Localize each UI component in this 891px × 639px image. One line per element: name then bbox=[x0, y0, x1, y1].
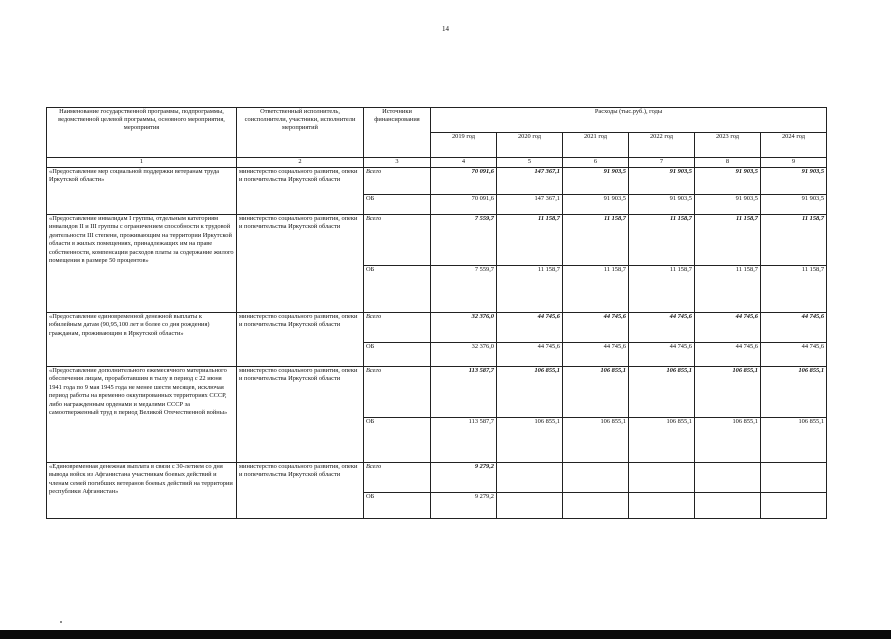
program-name: «Предоставление инвалидам I группы, отдельным категориям инвалидов II и III группы с ограничением способности к трудовой деятельности III степени, проживающим на территории Иркутской области в жилых помещениях, принадлежащих им на праве собственности, компенсации расходов платы за содержание жилого помещения в размере 50 процентов» bbox=[47, 215, 237, 313]
amount-total: 44 745,6 bbox=[497, 313, 563, 343]
amount-total: 91 903,5 bbox=[761, 168, 827, 195]
program-executor: министерство социального развития, опеки и попечительства Иркутской области bbox=[237, 313, 364, 367]
column-number: 5 bbox=[497, 158, 563, 168]
amount-total bbox=[695, 463, 761, 493]
amount-ob: 106 855,1 bbox=[497, 418, 563, 463]
amount-ob: 91 903,5 bbox=[629, 195, 695, 215]
source-ob-label: ОБ bbox=[364, 266, 431, 313]
amount-total bbox=[563, 463, 629, 493]
source-ob-label: ОБ bbox=[364, 418, 431, 463]
program-name: «Предоставление мер социальной поддержки ветеранам труда Иркутской области» bbox=[47, 168, 237, 215]
source-ob-label: ОБ bbox=[364, 195, 431, 215]
amount-total: 11 158,7 bbox=[497, 215, 563, 266]
page-number: 14 bbox=[442, 25, 449, 33]
amount-ob: 9 279,2 bbox=[431, 493, 497, 519]
header-expenses: Расходы (тыс.руб.), годы bbox=[431, 108, 827, 133]
amount-total: 106 855,1 bbox=[629, 367, 695, 418]
amount-total: 11 158,7 bbox=[629, 215, 695, 266]
amount-ob: 44 745,6 bbox=[695, 343, 761, 367]
amount-ob: 11 158,7 bbox=[695, 266, 761, 313]
header-year: 2024 год bbox=[761, 133, 827, 158]
amount-ob: 106 855,1 bbox=[761, 418, 827, 463]
header-source: Источники финансирования bbox=[364, 108, 431, 158]
header-row bbox=[47, 108, 827, 133]
amount-total: 106 855,1 bbox=[695, 367, 761, 418]
amount-ob bbox=[761, 493, 827, 519]
amount-total: 32 376,0 bbox=[431, 313, 497, 343]
amount-ob: 147 367,1 bbox=[497, 195, 563, 215]
amount-total bbox=[629, 463, 695, 493]
amount-ob bbox=[629, 493, 695, 519]
amount-ob: 113 587,7 bbox=[431, 418, 497, 463]
amount-ob bbox=[695, 493, 761, 519]
header-name: Наименование государственной программы, подпрограммы, ведомственной целевой программы, основного мероприятия, мероприятия bbox=[47, 108, 237, 158]
scan-bottom-edge bbox=[0, 630, 891, 639]
header-year: 2019 год bbox=[431, 133, 497, 158]
source-total-label: Всего bbox=[364, 313, 431, 343]
program-row-total bbox=[47, 215, 827, 266]
amount-total: 44 745,6 bbox=[695, 313, 761, 343]
source-total-label: Всего bbox=[364, 168, 431, 195]
amount-ob: 11 158,7 bbox=[563, 266, 629, 313]
source-total-label: Всего bbox=[364, 463, 431, 493]
amount-ob: 91 903,5 bbox=[761, 195, 827, 215]
column-number: 2 bbox=[237, 158, 364, 168]
amount-total: 70 091,6 bbox=[431, 168, 497, 195]
amount-total: 91 903,5 bbox=[629, 168, 695, 195]
amount-total: 106 855,1 bbox=[761, 367, 827, 418]
header-year: 2021 год bbox=[563, 133, 629, 158]
amount-total: 106 855,1 bbox=[497, 367, 563, 418]
amount-total: 11 158,7 bbox=[695, 215, 761, 266]
column-number: 9 bbox=[761, 158, 827, 168]
program-executor: министерство социального развития, опеки и попечительства Иркутской области bbox=[237, 367, 364, 463]
program-name: «Предоставление дополнительного ежемесячного материального обеспечения лицам, проработавшим в тылу в период с 22 июня 1941 года по 9 мая 1945 года не менее шести месяцев, исключая период работы на временно оккупированных территориях СССР, либо награжденным орденами и медалями СССР за самоотверженный труд в период Великой Отечественной войны» bbox=[47, 367, 237, 463]
column-number: 8 bbox=[695, 158, 761, 168]
amount-ob: 44 745,6 bbox=[563, 343, 629, 367]
amount-total: 106 855,1 bbox=[563, 367, 629, 418]
amount-ob: 106 855,1 bbox=[695, 418, 761, 463]
program-executor: министерство социального развития, опеки и попечительства Иркутской области bbox=[237, 463, 364, 519]
amount-total bbox=[497, 463, 563, 493]
program-row-total bbox=[47, 463, 827, 493]
amount-total: 11 158,7 bbox=[563, 215, 629, 266]
source-ob-label: ОБ bbox=[364, 343, 431, 367]
column-number: 1 bbox=[47, 158, 237, 168]
column-number: 6 bbox=[563, 158, 629, 168]
column-number: 3 bbox=[364, 158, 431, 168]
column-number: 7 bbox=[629, 158, 695, 168]
source-total-label: Всего bbox=[364, 215, 431, 266]
amount-total bbox=[761, 463, 827, 493]
amount-ob: 11 158,7 bbox=[629, 266, 695, 313]
amount-total: 11 158,7 bbox=[761, 215, 827, 266]
amount-ob: 44 745,6 bbox=[497, 343, 563, 367]
amount-ob: 70 091,6 bbox=[431, 195, 497, 215]
amount-total: 44 745,6 bbox=[563, 313, 629, 343]
program-executor: министерство социального развития, опеки и попечительства Иркутской области bbox=[237, 168, 364, 215]
amount-ob: 11 158,7 bbox=[497, 266, 563, 313]
expenses-table bbox=[46, 107, 827, 519]
amount-ob: 44 745,6 bbox=[761, 343, 827, 367]
column-numbering-row bbox=[47, 158, 827, 168]
program-executor: министерство социального развития, опеки и попечительства Иркутской области bbox=[237, 215, 364, 313]
header-year: 2020 год bbox=[497, 133, 563, 158]
amount-ob: 91 903,5 bbox=[563, 195, 629, 215]
amount-total: 147 367,1 bbox=[497, 168, 563, 195]
amount-total: 44 745,6 bbox=[761, 313, 827, 343]
amount-ob: 91 903,5 bbox=[695, 195, 761, 215]
amount-total: 91 903,5 bbox=[563, 168, 629, 195]
amount-ob: 11 158,7 bbox=[761, 266, 827, 313]
program-row-total bbox=[47, 313, 827, 343]
source-ob-label: ОБ bbox=[364, 493, 431, 519]
amount-ob: 32 376,0 bbox=[431, 343, 497, 367]
amount-ob: 106 855,1 bbox=[563, 418, 629, 463]
program-row-total bbox=[47, 367, 827, 418]
column-number: 4 bbox=[431, 158, 497, 168]
amount-total: 7 559,7 bbox=[431, 215, 497, 266]
header-executor: Ответственный исполнитель, соисполнители, участники, исполнители мероприятий bbox=[237, 108, 364, 158]
header-year: 2022 год bbox=[629, 133, 695, 158]
amount-total: 9 279,2 bbox=[431, 463, 497, 493]
program-name: «Единовременная денежная выплата в связи с 30-летием со дня вывода войск из Афганистана участникам боевых действий и членам семей погибших ветеранов боевых действий на территории республики Афганистан» bbox=[47, 463, 237, 519]
program-row-total bbox=[47, 168, 827, 195]
amount-ob: 106 855,1 bbox=[629, 418, 695, 463]
amount-total: 91 903,5 bbox=[695, 168, 761, 195]
program-name: «Предоставление единовременной денежной выплаты к юбилейным датам (90,95,100 лет и более со дня рождения) гражданам, проживающим в Иркутской области» bbox=[47, 313, 237, 367]
amount-ob: 7 559,7 bbox=[431, 266, 497, 313]
source-total-label: Всего bbox=[364, 367, 431, 418]
scan-artifact bbox=[60, 621, 62, 623]
amount-ob: 44 745,6 bbox=[629, 343, 695, 367]
amount-ob bbox=[497, 493, 563, 519]
amount-total: 113 587,7 bbox=[431, 367, 497, 418]
header-year: 2023 год bbox=[695, 133, 761, 158]
amount-total: 44 745,6 bbox=[629, 313, 695, 343]
amount-ob bbox=[563, 493, 629, 519]
